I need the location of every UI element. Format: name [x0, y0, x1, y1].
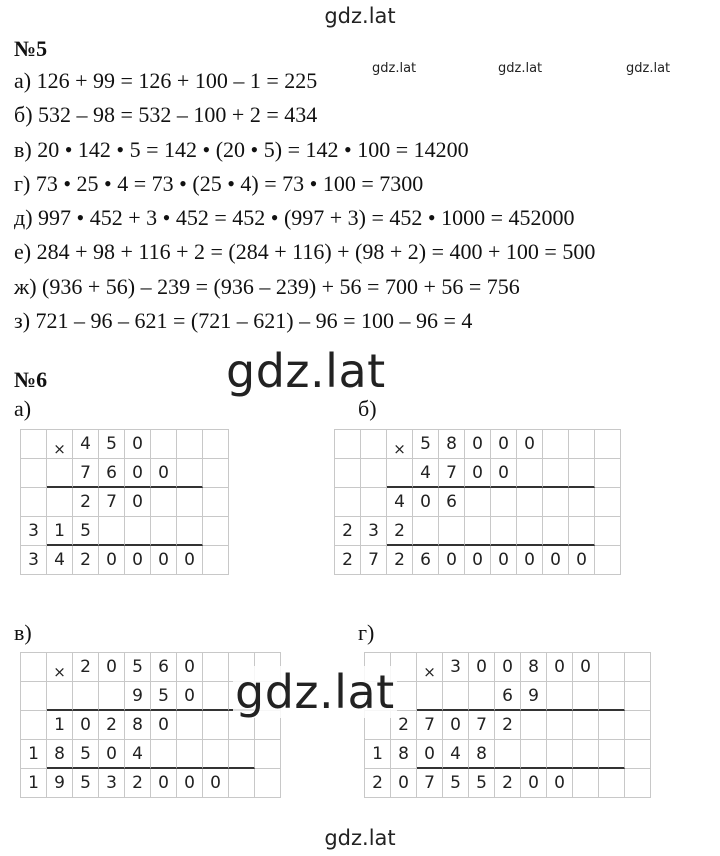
grid-cell [21, 653, 47, 682]
grid-cell: 5 [99, 430, 125, 459]
grid-cell: 8 [391, 740, 417, 769]
grid-cell [543, 517, 569, 546]
grid-cell [417, 682, 443, 711]
equation-line: в) 20 • 142 • 5 = 142 • (20 • 5) = 142 • 100 = 14200 [14, 136, 469, 162]
grid-cell: 0 [573, 653, 599, 682]
grid-cell [569, 459, 595, 488]
grid-cell: 3 [361, 517, 387, 546]
grid-cell [595, 488, 621, 517]
grid-cell: 5 [443, 769, 469, 798]
grid-cell [125, 517, 151, 546]
grid-cell: 3 [21, 517, 47, 546]
watermark-bottom: gdz.lat [324, 826, 396, 850]
grid-cell [21, 682, 47, 711]
grid-cell: 3 [21, 546, 47, 575]
grid-cell: 5 [73, 769, 99, 798]
grid-cell [203, 653, 229, 682]
grid-cell [573, 711, 599, 740]
grid-cell [151, 430, 177, 459]
grid-cell: 2 [495, 711, 521, 740]
grid-cell [599, 682, 625, 711]
grid-cell: 2 [335, 546, 361, 575]
grid-cell: 0 [151, 711, 177, 740]
grid-cell [625, 682, 651, 711]
grid-cell: 1 [21, 769, 47, 798]
grid-cell [47, 488, 73, 517]
grid-cell [491, 517, 517, 546]
grid-cell [599, 653, 625, 682]
grid-cell: 9 [47, 769, 73, 798]
grid-cell [335, 430, 361, 459]
grid-cell [543, 430, 569, 459]
grid-cell [491, 488, 517, 517]
grid-cell: 2 [73, 546, 99, 575]
grid-cell [573, 682, 599, 711]
grid-cell [547, 682, 573, 711]
watermark-large: gdz.lat [226, 344, 386, 398]
grid-cell: 2 [387, 517, 413, 546]
grid-cell [99, 682, 125, 711]
multiplication-grid-g [364, 652, 651, 798]
equation-line: а) 126 + 99 = 126 + 100 – 1 = 225 [14, 68, 318, 93]
multiplication-grid-a [20, 429, 229, 575]
grid-cell: 2 [495, 769, 521, 798]
grid-cell: 0 [521, 769, 547, 798]
grid-cell [203, 459, 229, 488]
grid-cell: 0 [125, 459, 151, 488]
grid-cell [595, 430, 621, 459]
problem-label-g: г) [358, 620, 375, 645]
grid-cell: 0 [491, 459, 517, 488]
grid-cell: 7 [439, 459, 465, 488]
grid-cell [203, 488, 229, 517]
grid-cell [229, 740, 255, 769]
grid-cell: 8 [521, 653, 547, 682]
grid-cell: 0 [465, 546, 491, 575]
grid-cell: 0 [177, 546, 203, 575]
grid-cell [465, 517, 491, 546]
grid-cell: 5 [73, 740, 99, 769]
grid-cell: 9 [521, 682, 547, 711]
grid-cell: 2 [73, 653, 99, 682]
grid-cell [99, 517, 125, 546]
grid-cell [625, 740, 651, 769]
grid-cell [151, 517, 177, 546]
grid-cell: 6 [151, 653, 177, 682]
grid-cell [517, 488, 543, 517]
watermark-small: gdz.lat [626, 61, 671, 76]
equation-line: е) 284 + 98 + 116 + 2 = (284 + 116) + (98 + 2) = 400 + 100 = 500 [14, 239, 596, 265]
equation-line: ж) (936 + 56) – 239 = (936 – 239) + 56 = 700 + 56 = 756 [14, 273, 520, 299]
grid-cell: 6 [413, 546, 439, 575]
grid-cell: 1 [21, 740, 47, 769]
grid-cell [151, 488, 177, 517]
grid-cell: 8 [125, 711, 151, 740]
grid-cell [573, 740, 599, 769]
grid-cell: 0 [495, 653, 521, 682]
grid-cell: 7 [417, 711, 443, 740]
grid-cell [151, 740, 177, 769]
equation-line: г) 73 • 25 • 4 = 73 • (25 • 4) = 73 • 100 = 7300 [14, 170, 424, 196]
grid-cell: 7 [417, 769, 443, 798]
grid-cell [599, 711, 625, 740]
grid-cell: 3 [443, 653, 469, 682]
grid-cell [625, 711, 651, 740]
grid-cell: 0 [413, 488, 439, 517]
grid-cell [547, 740, 573, 769]
grid-cell [569, 517, 595, 546]
grid-cell [177, 488, 203, 517]
grid-cell: 0 [439, 546, 465, 575]
watermark-small: gdz.lat [498, 61, 543, 76]
grid-cell [543, 488, 569, 517]
watermark-large: gdz.lat [235, 665, 395, 719]
task-5-heading: №5 [14, 36, 48, 61]
grid-cell [47, 459, 73, 488]
grid-cell: 0 [99, 740, 125, 769]
grid-cell: 0 [203, 769, 229, 798]
grid-cell: 9 [125, 682, 151, 711]
grid-cell [595, 459, 621, 488]
grid-cell: 2 [365, 769, 391, 798]
watermark-small: gdz.lat [372, 61, 417, 76]
grid-cell: 7 [361, 546, 387, 575]
grid-cell [203, 711, 229, 740]
grid-cell [573, 769, 599, 798]
task-5-equations [14, 64, 595, 338]
grid-cell [255, 740, 281, 769]
grid-cell: 0 [99, 653, 125, 682]
grid-cell: 4 [47, 546, 73, 575]
grid-cell [595, 546, 621, 575]
grid-cell [203, 740, 229, 769]
grid-cell: 0 [465, 459, 491, 488]
grid-cell [73, 682, 99, 711]
grid-cell: 0 [99, 546, 125, 575]
grid-cell [569, 488, 595, 517]
times-sign: × [387, 430, 413, 459]
grid-cell: 1 [47, 517, 73, 546]
grid-cell: 0 [151, 459, 177, 488]
grid-cell: 0 [151, 546, 177, 575]
grid-cell [335, 488, 361, 517]
grid-cell [177, 711, 203, 740]
grid-cell: 5 [413, 430, 439, 459]
grid-cell [177, 740, 203, 769]
grid-cell: 5 [73, 517, 99, 546]
grid-cell: 0 [517, 430, 543, 459]
grid-cell: 6 [439, 488, 465, 517]
grid-cell [203, 430, 229, 459]
equation-line: з) 721 – 96 – 621 = (721 – 621) – 96 = 100 – 96 = 4 [14, 308, 473, 334]
grid-cell: 0 [177, 653, 203, 682]
grid-cell [521, 740, 547, 769]
grid-cell [439, 517, 465, 546]
grid-cell [47, 682, 73, 711]
grid-cell: 0 [543, 546, 569, 575]
grid-cell: 0 [177, 769, 203, 798]
grid-cell: 0 [547, 769, 573, 798]
grid-cell [569, 430, 595, 459]
grid-cell [387, 459, 413, 488]
grid-cell [361, 488, 387, 517]
grid-cell: 5 [151, 682, 177, 711]
grid-cell: 6 [99, 459, 125, 488]
grid-cell: 4 [413, 459, 439, 488]
grid-cell: 7 [73, 459, 99, 488]
grid-cell: 0 [391, 769, 417, 798]
grid-cell [413, 517, 439, 546]
grid-cell: 1 [365, 740, 391, 769]
grid-cell: 0 [125, 430, 151, 459]
grid-cell: 0 [125, 546, 151, 575]
grid-cell: 0 [469, 653, 495, 682]
grid-cell [361, 430, 387, 459]
grid-cell: 2 [335, 517, 361, 546]
grid-cell [203, 546, 229, 575]
grid-cell: 2 [391, 711, 417, 740]
grid-cell [203, 517, 229, 546]
grid-cell: 3 [99, 769, 125, 798]
grid-cell [543, 459, 569, 488]
grid-cell [547, 711, 573, 740]
grid-cell: 2 [73, 488, 99, 517]
grid-cell: 0 [443, 711, 469, 740]
times-sign: × [47, 653, 73, 682]
grid-cell: 5 [125, 653, 151, 682]
grid-cell [625, 653, 651, 682]
grid-cell: 4 [443, 740, 469, 769]
watermark-top: gdz.lat [324, 4, 396, 28]
grid-cell [517, 459, 543, 488]
times-sign: × [47, 430, 73, 459]
problem-label-v: в) [14, 620, 32, 645]
grid-cell [21, 488, 47, 517]
grid-cell [521, 711, 547, 740]
grid-cell: 0 [517, 546, 543, 575]
grid-cell [229, 769, 255, 798]
grid-cell [495, 740, 521, 769]
grid-cell: 7 [99, 488, 125, 517]
grid-cell [255, 769, 281, 798]
grid-cell: 5 [469, 769, 495, 798]
grid-cell [177, 430, 203, 459]
grid-cell: 0 [177, 682, 203, 711]
times-sign: × [417, 653, 443, 682]
grid-cell: 8 [47, 740, 73, 769]
grid-cell: 8 [469, 740, 495, 769]
grid-cell: 4 [125, 740, 151, 769]
equation-line: б) 532 – 98 = 532 – 100 + 2 = 434 [14, 102, 318, 128]
problem-label-b: б) [358, 396, 377, 421]
grid-cell: 0 [125, 488, 151, 517]
grid-cell [443, 682, 469, 711]
grid-cell: 0 [417, 740, 443, 769]
grid-cell: 0 [491, 546, 517, 575]
equation-line: д) 997 • 452 + 3 • 452 = 452 • (997 + 3) = 452 • 1000 = 452000 [14, 205, 575, 231]
grid-cell [465, 488, 491, 517]
grid-cell [203, 682, 229, 711]
grid-cell [335, 459, 361, 488]
grid-cell [469, 682, 495, 711]
grid-cell [517, 517, 543, 546]
grid-cell [177, 459, 203, 488]
grid-cell [361, 459, 387, 488]
grid-cell [599, 769, 625, 798]
grid-cell: 2 [125, 769, 151, 798]
grid-cell [21, 459, 47, 488]
grid-cell: 2 [99, 711, 125, 740]
grid-cell: 7 [469, 711, 495, 740]
grid-cell: 8 [439, 430, 465, 459]
grid-cell: 0 [465, 430, 491, 459]
grid-cell: 2 [387, 546, 413, 575]
grid-cell [21, 430, 47, 459]
grid-cell [599, 740, 625, 769]
multiplication-grid-b [334, 429, 621, 575]
grid-cell: 0 [569, 546, 595, 575]
problem-label-a: а) [14, 396, 32, 421]
grid-cell: 0 [547, 653, 573, 682]
grid-cell [177, 517, 203, 546]
grid-cell: 0 [73, 711, 99, 740]
grid-cell [625, 769, 651, 798]
grid-cell: 1 [47, 711, 73, 740]
grid-cell: 0 [491, 430, 517, 459]
grid-cell: 4 [73, 430, 99, 459]
task-6-heading: №6 [14, 367, 48, 392]
grid-cell [21, 711, 47, 740]
grid-cell: 4 [387, 488, 413, 517]
grid-cell: 0 [151, 769, 177, 798]
grid-cell [595, 517, 621, 546]
grid-cell: 6 [495, 682, 521, 711]
